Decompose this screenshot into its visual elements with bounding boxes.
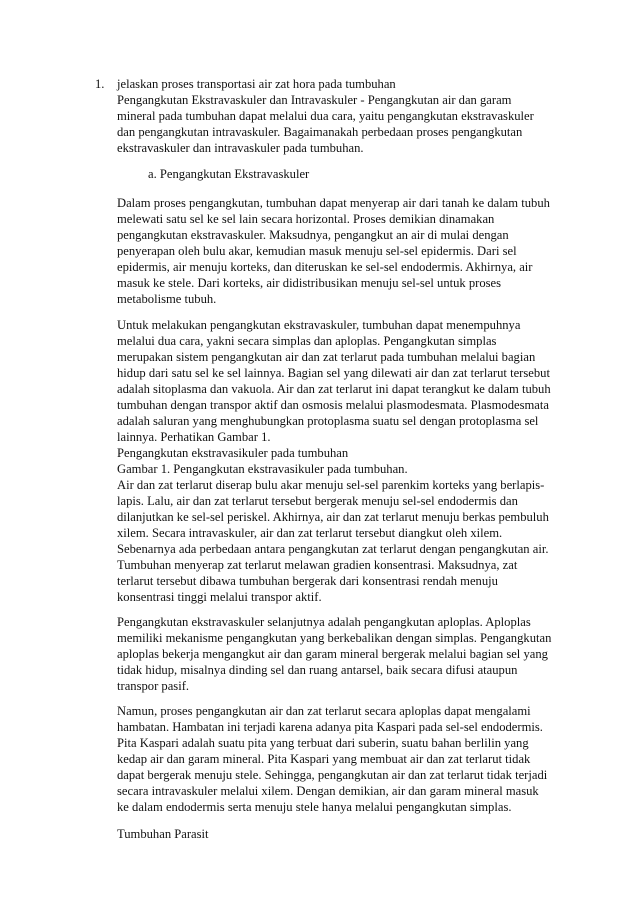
text-line: Namun, proses pengangkutan air dan zat terlarut secara aploplas dapat mengalami (117, 704, 531, 718)
section-subheading: a. Pengangkutan Ekstravaskuler (148, 167, 310, 181)
text-line: merupakan sistem pengangkutan air dan zat terlarut pada tumbuhan melalui bagian (117, 350, 536, 364)
text-line: pengangkutan ekstravaskuler. Maksudnya, pengangkut an air di mulai dengan (117, 228, 509, 242)
text-line: penyerapan oleh bulu akar, kemudian masuk menuju sel-sel epidermis. Dari sel (117, 244, 517, 258)
text-line: Pita Kaspari adalah suatu pita yang terbuat dari suberin, suatu bahan berlilin yang (117, 736, 529, 750)
text-line: Sebenarnya ada perbedaan antara pengangkutan zat terlarut dengan pengangkutan air. (117, 542, 549, 556)
text-line: dapat bergerak menuju stele. Sehingga, pengangkutan air dan zat terlarut tidak terjadi (117, 768, 548, 782)
text-line: metabolisme tubuh. (117, 292, 217, 306)
question-line: Pengangkutan Ekstravaskuler dan Intravaskuler - Pengangkutan air dan garam (117, 93, 512, 107)
text-line: terlarut tersebut dibawa tumbuhan bergerak dari konsentrasi rendah menuju (117, 574, 498, 588)
text-line: lapis. Lalu, air dan zat terlarut tersebut bergerak menuju sel-sel endodermis dan (117, 494, 518, 508)
text-line: hidup dari satu sel ke sel lainnya. Bagian sel yang dilewati air dan zat terlarut tersebut (117, 366, 550, 380)
text-line: Dalam proses pengangkutan, tumbuhan dapat menyerap air dari tanah ke dalam tubuh (117, 196, 550, 210)
text-line: kedap air dan garam mineral. Pita Kaspari yang membuat air dan zat terlarut tidak (117, 752, 531, 766)
text-line: Pengangkutan ekstravasikuler pada tumbuhan (117, 446, 349, 460)
text-line: adalah sitoplasma dan vakuola. Air dan zat terlarut ini dapat terangkut ke dalam tubuh (117, 382, 551, 396)
text-line: Tumbuhan menyerap zat terlarut melawan gradien konsentrasi. Maksudnya, zat (117, 558, 518, 572)
text-line: aploplas bekerja mengangkut air dan garam mineral bergerak melalui bagian sel yang (117, 647, 548, 661)
text-line: epidermis, air menuju korteks, dan diteruskan ke sel-sel endodermis. Akhirnya, air (117, 260, 533, 274)
text-line: memiliki mekanisme pengangkutan yang berkebalikan dengan simplas. Pengangkutan (117, 631, 552, 645)
text-line: adalah saluran yang menghubungkan protoplasma suatu sel dengan protoplasma sel (117, 414, 539, 428)
text-line: konsentrasi tinggi melalui transpor aktif. (117, 590, 322, 604)
text-line: transpor pasif. (117, 679, 190, 693)
text-line: secara intravaskuler melalui xilem. Dengan demikian, air dan garam mineral masuk (117, 784, 539, 798)
text-line: lainnya. Perhatikan Gambar 1. (117, 430, 271, 444)
text-line: tumbuhan dengan transpor aktif dan osmosis melalui plasmodesmata. Plasmodesmata (117, 398, 549, 412)
question-line: mineral pada tumbuhan dapat melalui dua cara, yaitu pengangkutan ekstravaskuler (117, 109, 534, 123)
question-line: jelaskan proses transportasi air zat hora pada tumbuhan (117, 77, 396, 91)
text-line: Pengangkutan ekstravaskuler selanjutnya adalah pengangkutan aploplas. Aploplas (117, 615, 531, 629)
text-line: Gambar 1. Pengangkutan ekstravasikuler pada tumbuhan. (117, 462, 408, 476)
question-line: dan pengangkutan intravaskuler. Bagaimanakah perbedaan proses pengangkutan (117, 125, 523, 139)
text-line: hambatan. Hambatan ini terjadi karena adanya pita Kaspari pada sel-sel endodermis. (117, 720, 543, 734)
text-line: xilem. Secara intravaskuler, air dan zat terlarut tersebut diangkut oleh xilem. (117, 526, 503, 540)
text-line: masuk ke stele. Dari korteks, air didistribusikan menuju sel-sel untuk proses (117, 276, 502, 290)
text-line: melewati satu sel ke sel lain secara horizontal. Proses demikian dinamakan (117, 212, 495, 226)
text-line: Air dan zat terlarut diserap bulu akar menuju sel-sel parenkim korteks yang berlapis- (117, 478, 545, 492)
list-number: 1. (95, 77, 105, 91)
text-line: ke dalam endodermis serta menuju stele hanya melalui pengangkutan simplas. (117, 800, 512, 814)
text-line: melalui dua cara, yakni secara simplas dan aploplas. Pengangkutan simplas (117, 334, 497, 348)
question-line: ekstravaskuler dan intravaskuler pada tumbuhan. (117, 141, 364, 155)
text-line: tidak hidup, misalnya dinding sel dan ruang antarsel, baik secara difusi ataupun (117, 663, 518, 677)
text-line: Untuk melakukan pengangkutan ekstravaskuler, tumbuhan dapat menempuhnya (117, 318, 521, 332)
text-line: Tumbuhan Parasit (117, 827, 209, 841)
text-line: dilanjutkan ke sel-sel periskel. Akhirnya, air dan zat terlarut menuju berkas pembuluh (117, 510, 549, 524)
